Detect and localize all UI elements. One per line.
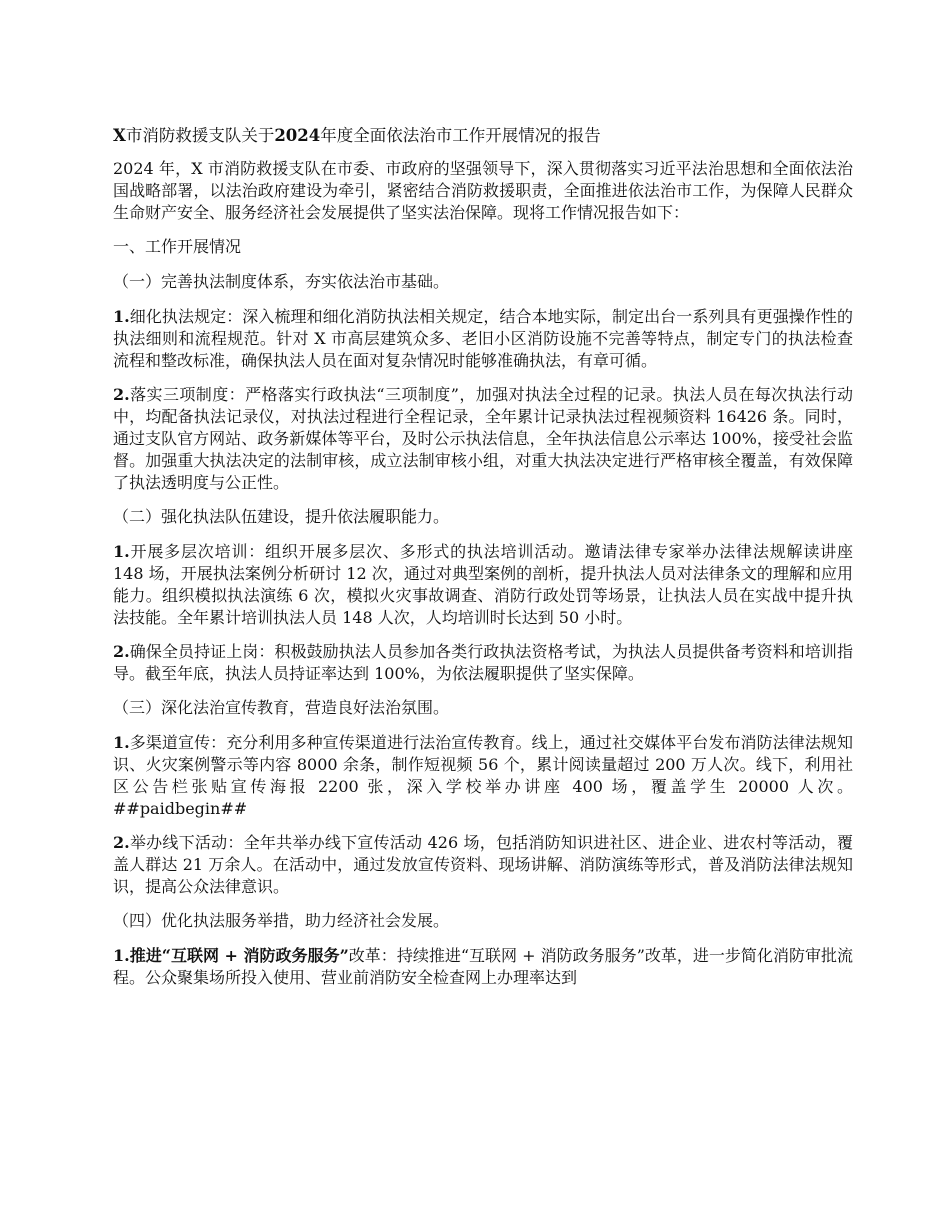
item-text: 细化执法规定：深入梳理和细化消防执法相关规定，结合本地实际，制定出台一系列具有更强操作性的执法细则和流程规范。针对 X 市高层建筑众多、老旧小区消防设施不完善等特点，制定专门的执法检查流程和整改标准，确保执法人员在面对复杂情况时能够准确执法，有章可循。 [113,307,853,370]
subsection-heading-4: （四）优化执法服务举措，助力经济社会发展。 [113,911,450,930]
subsection-heading-1: （一）完善执法制度体系，夯实依法治市基础。 [113,272,450,291]
paragraph-1-2 [113,384,853,494]
item-bold-lead: 推进“互联网 + 消防政务服务” [129,946,349,965]
item-text: 多渠道宣传：充分利用多种宣传渠道进行法治宣传教育。线上，通过社交媒体平台发布消防法律法规知识、火灾案例警示等内容 8000 余条，制作短视频 56 个，累计阅读量超过 200 万人次。线下，利用社区公告栏张贴宣传海报 2200 张，深入学校举办讲座 400 场，覆盖学生 20000 人次。##paidbegin## [113,733,853,818]
item-text: 改革：持续推进“互联网 + 消防政务服务”改革，进一步简化消防审批流程。公众聚集场所投入使用、营业前消防安全检查网上办理率达到 [113,946,853,987]
subsection-heading-3: （三）深化法治宣传教育，营造良好法治氛围。 [113,698,450,717]
title-tail: 年度全面依法治市工作开展情况的报告 [320,126,601,145]
intro-paragraph: 2024 年，X 市消防救援支队在市委、市政府的坚强领导下，深入贯彻落实习近平法治思想和全面依法治国战略部署，以法治政府建设为牵引，紧密结合消防救援职责，全面推进依法治市工作，为保障人民群众生命财产安全、服务经济社会发展提供了坚实法治保障。现将工作情况报告如下： [113,159,853,222]
item-text: 落实三项制度：严格落实行政执法“三项制度”，加强对执法全过程的记录。执法人员在每次执法行动中，均配备执法记录仪，对执法过程进行全程记录，全年累计记录执法过程视频资料 16426 条。同时，通过支队官方网站、政务新媒体等平台，及时公示执法信息，全年执法信息公示率达 100%，接受社会监督。加强重大执法决定的法制审核，成立法制审核小组，对重大执法决定进行严格审核全覆盖，有效保障了执法透明度与公正性。 [113,385,853,492]
paragraph-2-1 [113,541,853,629]
paragraph-3-2 [113,832,853,898]
title-lead: X [113,126,126,145]
paragraph-3-1 [113,732,853,820]
title-year: 2024 [274,126,321,145]
title-mid: 市消防救援支队关于 [125,126,275,145]
item-number: 2. [113,385,130,404]
paragraph-2-2 [113,641,853,685]
item-number: 1. [113,307,130,326]
section-heading-1: 一、工作开展情况 [113,237,242,256]
item-text: 举办线下活动：全年共举办线下宣传活动 426 场，包括消防知识进社区、进企业、进农村等活动，覆盖人群达 21 万余人。在活动中，通过发放宣传资料、现场讲解、消防演练等形式，普及消防法律法规知识，提高公众法律意识。 [113,833,853,896]
item-number: 2. [113,833,130,852]
subsection-heading-2: （二）强化执法队伍建设，提升依法履职能力。 [113,507,450,526]
paragraph-1-1 [113,306,853,372]
paragraph-4-1 [113,945,853,989]
item-number: 1. [113,542,130,561]
item-text: 开展多层次培训：组织开展多层次、多形式的执法培训活动。邀请法律专家举办法律法规解读讲座 148 场，开展执法案例分析研讨 12 次，通过对典型案例的剖析，提升执法人员对法律条文的理解和应用能力。组织模拟执法演练 6 次，模拟火灾事故调查、消防行政处罚等场景，让执法人员在实战中提升执法技能。全年累计培训执法人员 148 人次，人均培训时长达到 50 小时。 [113,542,853,627]
item-number: 2. [113,642,130,661]
document-page [113,124,853,1001]
item-text: 确保全员持证上岗：积极鼓励执法人员参加各类行政执法资格考试，为执法人员提供备考资料和培训指导。截至年底，执法人员持证率达到 100%，为依法履职提供了坚实保障。 [113,642,853,683]
document-title [113,124,853,148]
item-number: 1. [113,733,130,752]
item-number: 1. [113,946,130,965]
